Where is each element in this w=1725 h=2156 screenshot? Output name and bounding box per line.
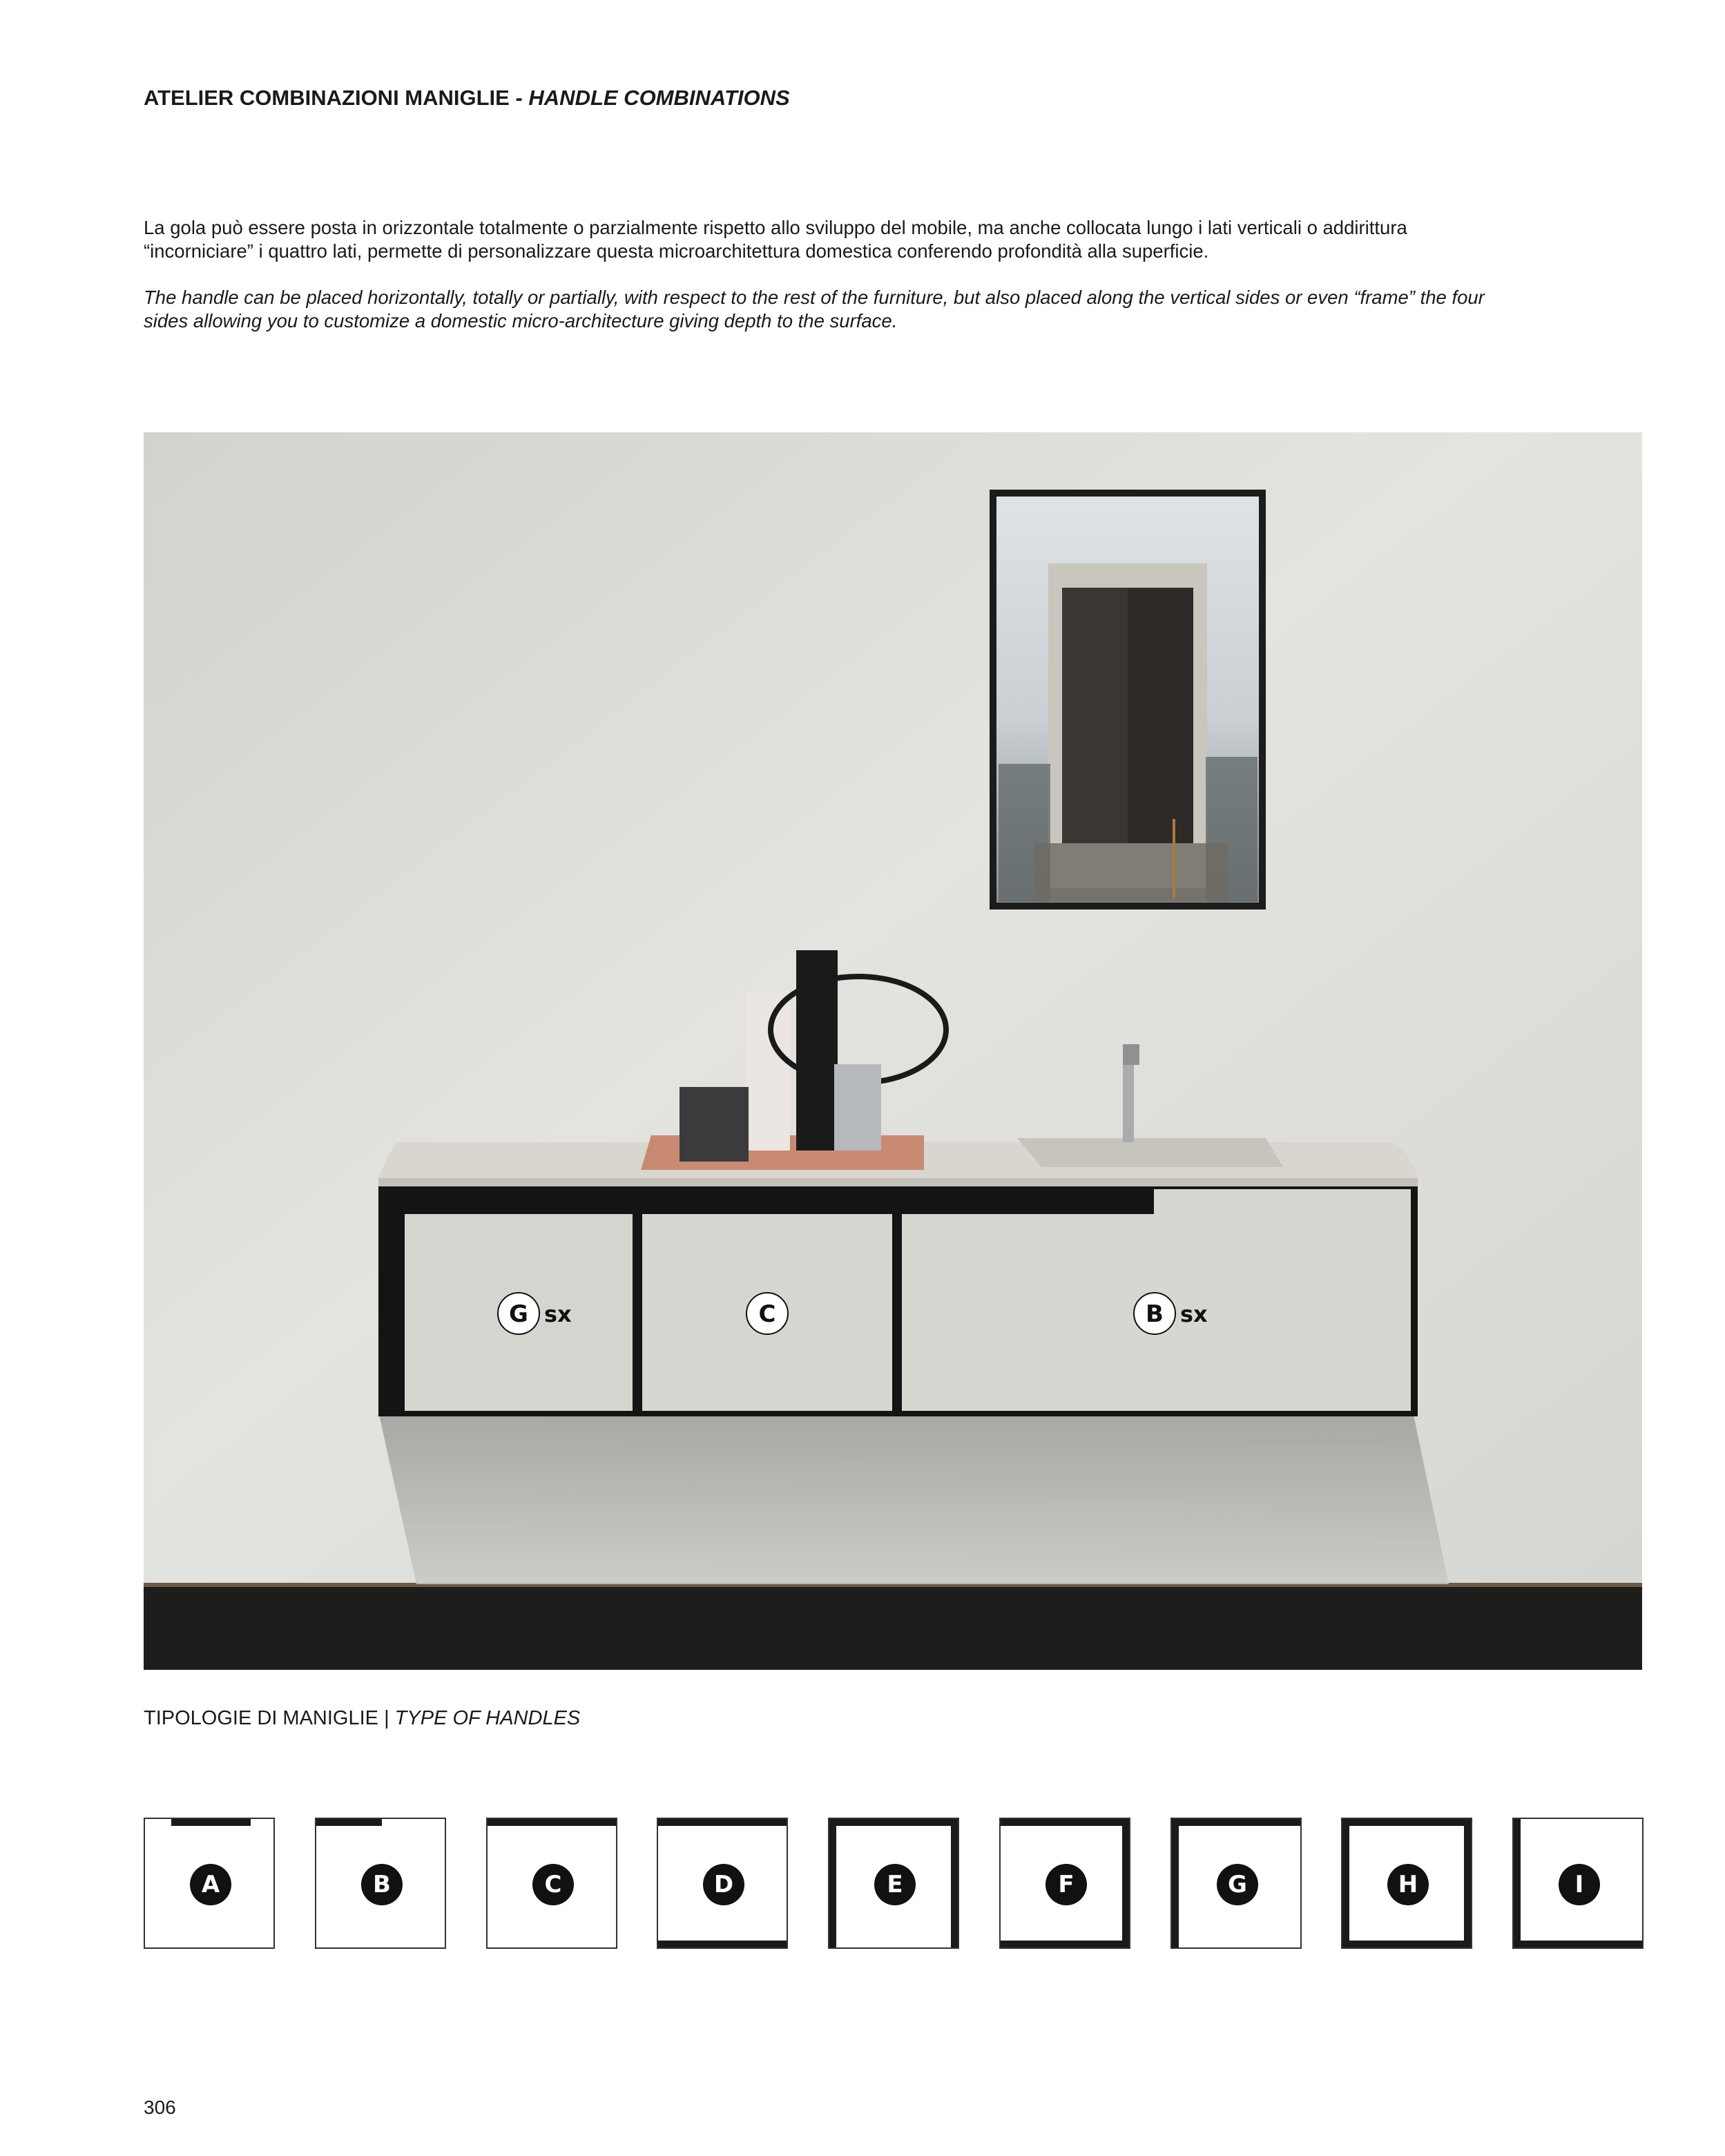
marker-side: sx (1180, 1301, 1208, 1327)
drawer-right (902, 1214, 1154, 1411)
handle-type-badge: A (190, 1864, 231, 1905)
handle-type-b (315, 1818, 446, 1949)
handle-type-badge: I (1559, 1864, 1600, 1905)
handle-type-f (999, 1818, 1130, 1949)
page-number: 306 (144, 2097, 176, 2118)
intro-english-line2: sides allowing you to customize a domestic micro-architecture giving depth to the surface. (144, 310, 898, 331)
intro-italian (144, 216, 1608, 263)
marker-letter: C (758, 1300, 776, 1328)
marker-side: sx (544, 1301, 572, 1327)
handle-type-g (1170, 1818, 1302, 1949)
intro-italian-line2: “incorniciare” i quattro lati, permette di personalizzare questa microarchitettura domestica conferendo profondità alla superficie. (144, 240, 1209, 262)
handle-type-d (657, 1818, 788, 1949)
handle-type-badge: H (1387, 1864, 1429, 1905)
heading-italian: ATELIER COMBINAZIONI MANIGLIE - (144, 86, 529, 110)
handle-type-h (1341, 1818, 1472, 1949)
sink-basin (1017, 1138, 1283, 1167)
handle-type-e (828, 1818, 959, 1949)
handle-type-c (486, 1818, 617, 1949)
marker-letter: B (1146, 1300, 1164, 1328)
handle-types-heading-english: TYPE OF HANDLES (394, 1707, 581, 1729)
handle-type-badge: F (1045, 1864, 1087, 1905)
page-heading (144, 86, 790, 110)
mirror (990, 490, 1266, 909)
photo-illustration (144, 432, 1642, 1670)
handle-types-legend (144, 1818, 1642, 1949)
intro-english-line1: The handle can be placed horizontally, totally or partially, with respect to the rest of the furniture, but also placed along the vertical sides or even “frame” the four (144, 287, 1485, 308)
heading-english: HANDLE COMBINATIONS (528, 86, 790, 110)
handle-type-badge: C (532, 1864, 574, 1905)
intro-italian-line1: La gola può essere posta in orizzontale totalmente o parzialmente rispetto allo sviluppo del mobile, ma anche collocata lungo i lati verticali o addirittura (144, 217, 1407, 238)
intro-english (144, 286, 1628, 333)
handle-type-badge: G (1217, 1864, 1258, 1905)
marker-c (746, 1293, 788, 1334)
marker-letter: G (509, 1300, 528, 1328)
floor (144, 1586, 1642, 1670)
cabinet-shadow (378, 1412, 1449, 1584)
handle-type-a (144, 1818, 275, 1949)
handle-type-badge: E (874, 1864, 916, 1905)
handle-types-heading-italian: TIPOLOGIE DI MANIGLIE | (144, 1707, 395, 1729)
product-photo (144, 432, 1642, 1670)
handle-type-badge: B (361, 1864, 403, 1905)
handle-types-heading (144, 1707, 580, 1730)
handle-type-i (1512, 1818, 1644, 1949)
handle-type-badge: D (703, 1864, 744, 1905)
